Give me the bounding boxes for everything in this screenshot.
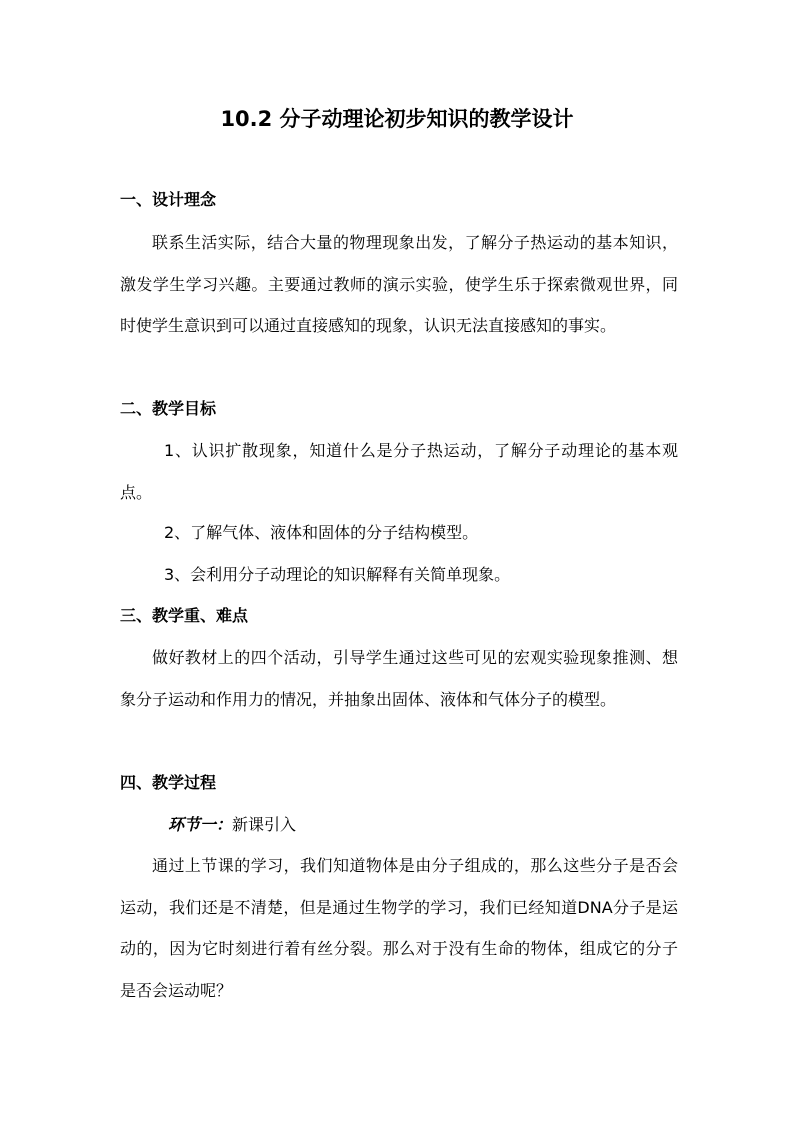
section-paragraph-key-points: 做好教材上的四个活动，引导学生通过这些可见的宏观实验现象推测、想象分子运动和作用力的情况，并抽象出固体、液体和气体分子的模型。 <box>120 648 678 709</box>
section-heading-design-concept: 一、设计理念 <box>120 190 217 209</box>
section-paragraph-process: 通过上节课的学习，我们知道物体是由分子组成的，那么这些分子是否会运动，我们还是不清楚，但是通过生物学的学习，我们已经知道DNA分子是运动的，因为它时刻进行着有丝分裂。那么对于没有生命的物体，组成它的分子是否会运动呢？ <box>120 856 678 1000</box>
section-heading-objectives: 二、教学目标 <box>120 399 217 418</box>
step-label: 环节一： <box>168 815 233 834</box>
section-heading-key-points: 三、教学重、难点 <box>120 606 249 625</box>
process-step-one <box>168 813 296 837</box>
step-title: 新课引入 <box>232 815 297 834</box>
objective-item-3: 3、会利用分子动理论的知识解释有关简单现象。 <box>164 565 511 584</box>
section-heading-process: 四、教学过程 <box>120 773 217 792</box>
objective-item-2: 2、了解气体、液体和固体的分子结构模型。 <box>164 523 479 542</box>
objective-item-1: 1、认识扩散现象，知道什么是分子热运动，了解分子动理论的基本观点。 <box>120 441 678 502</box>
document-title: 10.2 分子动理论初步知识的教学设计 <box>220 107 574 131</box>
section-paragraph-design-concept: 联系生活实际，结合大量的物理现象出发，了解分子热运动的基本知识，激发学生学习兴趣。主要通过教师的演示实验，使学生乐于探索微观世界，同时使学生意识到可以通过直接感知的现象，认识无法直接感知的事实。 <box>120 233 678 335</box>
